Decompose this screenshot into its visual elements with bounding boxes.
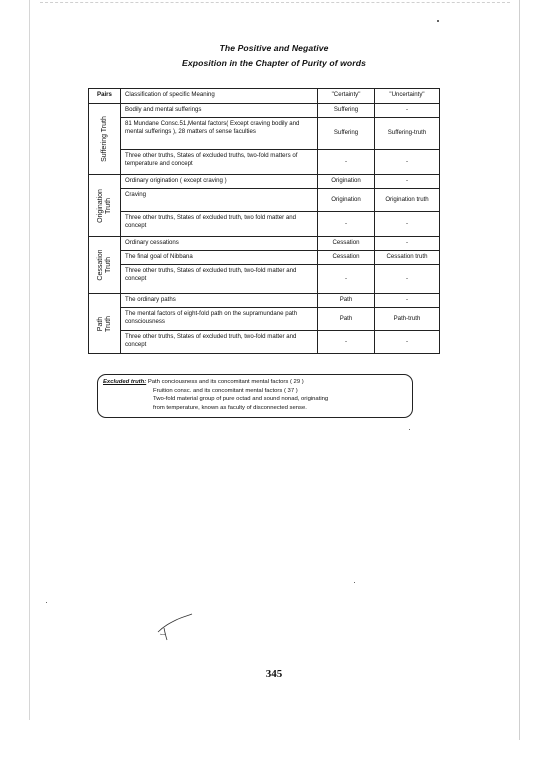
uncertainty-cell: Path-truth bbox=[375, 308, 440, 331]
document-title-line-2: Exposition in the Chapter of Purity of words bbox=[182, 58, 366, 68]
certainty-cell: - bbox=[318, 212, 375, 237]
uncertainty-cell: - bbox=[375, 212, 440, 237]
certainty-cell: Path bbox=[318, 294, 375, 308]
header-certainty: "Certainty" bbox=[318, 89, 375, 104]
pair-label: Truth bbox=[104, 256, 112, 274]
uncertainty-cell: - bbox=[375, 265, 440, 294]
certainty-cell: - bbox=[318, 265, 375, 294]
excluded-truth-label: Excluded truth: bbox=[103, 379, 147, 385]
classification-cell: 81 Mundane Consc.51,Mental factors( Except craving bodily and mental sufferings ), 28 matters of sense faculties bbox=[121, 118, 318, 150]
header-pairs: Pairs bbox=[89, 89, 121, 104]
table-row bbox=[89, 212, 440, 237]
excluded-truth-item: Path conciousness and its concomitant mental factors ( 29 ) bbox=[147, 379, 304, 385]
certainty-cell: Origination bbox=[318, 189, 375, 212]
uncertainty-cell: - bbox=[375, 294, 440, 308]
pair-cessation-truth bbox=[89, 237, 121, 294]
certainty-cell: Origination bbox=[318, 175, 375, 189]
scan-speck bbox=[354, 582, 355, 583]
page-left-edge bbox=[29, 0, 30, 720]
pair-label: Truth bbox=[104, 197, 112, 214]
table-row bbox=[89, 118, 440, 150]
excluded-truth-note bbox=[97, 374, 413, 418]
uncertainty-cell: Origination truth bbox=[375, 189, 440, 212]
truths-table bbox=[88, 88, 440, 354]
classification-cell: Three other truths, States of excluded truth, two-fold matter and concept bbox=[121, 331, 318, 354]
handwritten-mark bbox=[154, 608, 196, 642]
uncertainty-cell: - bbox=[375, 104, 440, 118]
classification-cell: The final goal of Nibbana bbox=[121, 251, 318, 265]
pair-label: Suffering Truth bbox=[100, 116, 108, 162]
table-row bbox=[89, 331, 440, 354]
uncertainty-cell: - bbox=[375, 331, 440, 354]
classification-cell: Three other truths, States of excluded truth, two fold matter and concept bbox=[121, 212, 318, 237]
uncertainty-cell: Suffering-truth bbox=[375, 118, 440, 150]
pair-label: Path bbox=[96, 316, 104, 331]
scan-speck bbox=[437, 20, 439, 22]
table-row bbox=[89, 265, 440, 294]
table-row bbox=[89, 189, 440, 212]
uncertainty-cell: Cessation truth bbox=[375, 251, 440, 265]
classification-cell: The mental factors of eight-fold path on the supramundane path consciousness bbox=[121, 308, 318, 331]
pair-origination-truth bbox=[89, 175, 121, 237]
table-row bbox=[89, 251, 440, 265]
classification-cell: Ordinary origination ( except craving ) bbox=[121, 175, 318, 189]
pair-path-truth bbox=[89, 294, 121, 354]
excluded-truth-line bbox=[103, 378, 406, 387]
classification-cell: The ordinary paths bbox=[121, 294, 318, 308]
pair-label: Truth bbox=[104, 315, 112, 332]
classification-cell: Craving bbox=[121, 189, 318, 212]
uncertainty-cell: - bbox=[375, 150, 440, 175]
page-number: 345 bbox=[265, 668, 283, 680]
certainty-cell: Suffering bbox=[318, 104, 375, 118]
classification-cell: Ordinary cessations bbox=[121, 237, 318, 251]
table-row bbox=[89, 104, 440, 118]
excluded-truth-item: from temperature, known as faculty of disconnected sense. bbox=[153, 404, 307, 411]
certainty-cell: - bbox=[318, 150, 375, 175]
certainty-cell: Cessation bbox=[318, 251, 375, 265]
header-classification: Classification of specific Meaning bbox=[121, 89, 318, 104]
table-header-row bbox=[89, 89, 440, 104]
classification-cell: Three other truths, States of excluded truths, two-fold matters of temperature and concept bbox=[121, 150, 318, 175]
table-row bbox=[89, 150, 440, 175]
certainty-cell: Suffering bbox=[318, 118, 375, 150]
table-row bbox=[89, 294, 440, 308]
table-row bbox=[89, 237, 440, 251]
uncertainty-cell: - bbox=[375, 175, 440, 189]
classification-cell: Bodily and mental sufferings bbox=[121, 104, 318, 118]
pair-label: Cessation bbox=[96, 249, 104, 281]
page-right-edge bbox=[519, 0, 520, 740]
pair-suffering-truth bbox=[89, 104, 121, 175]
page-top-edge bbox=[40, 2, 510, 3]
pair-label: Origination bbox=[96, 188, 104, 223]
uncertainty-cell: - bbox=[375, 237, 440, 251]
scan-speck bbox=[409, 429, 410, 430]
certainty-cell: - bbox=[318, 331, 375, 354]
certainty-cell: Cessation bbox=[318, 237, 375, 251]
classification-cell: Three other truths, States of excluded truth, two-fold matter and concept bbox=[121, 265, 318, 294]
table-row bbox=[89, 308, 440, 331]
header-uncertainty: "Uncertainty" bbox=[375, 89, 440, 104]
excluded-truth-item: Fruition consc. and its concomitant mental factors ( 37 ) bbox=[153, 387, 298, 394]
table-row bbox=[89, 175, 440, 189]
scan-speck bbox=[46, 602, 47, 603]
excluded-truth-item: Two-fold material group of pure octad and sound nonad, originating bbox=[153, 396, 329, 403]
certainty-cell: Path bbox=[318, 308, 375, 331]
document-title-line-1: The Positive and Negative bbox=[219, 43, 329, 53]
